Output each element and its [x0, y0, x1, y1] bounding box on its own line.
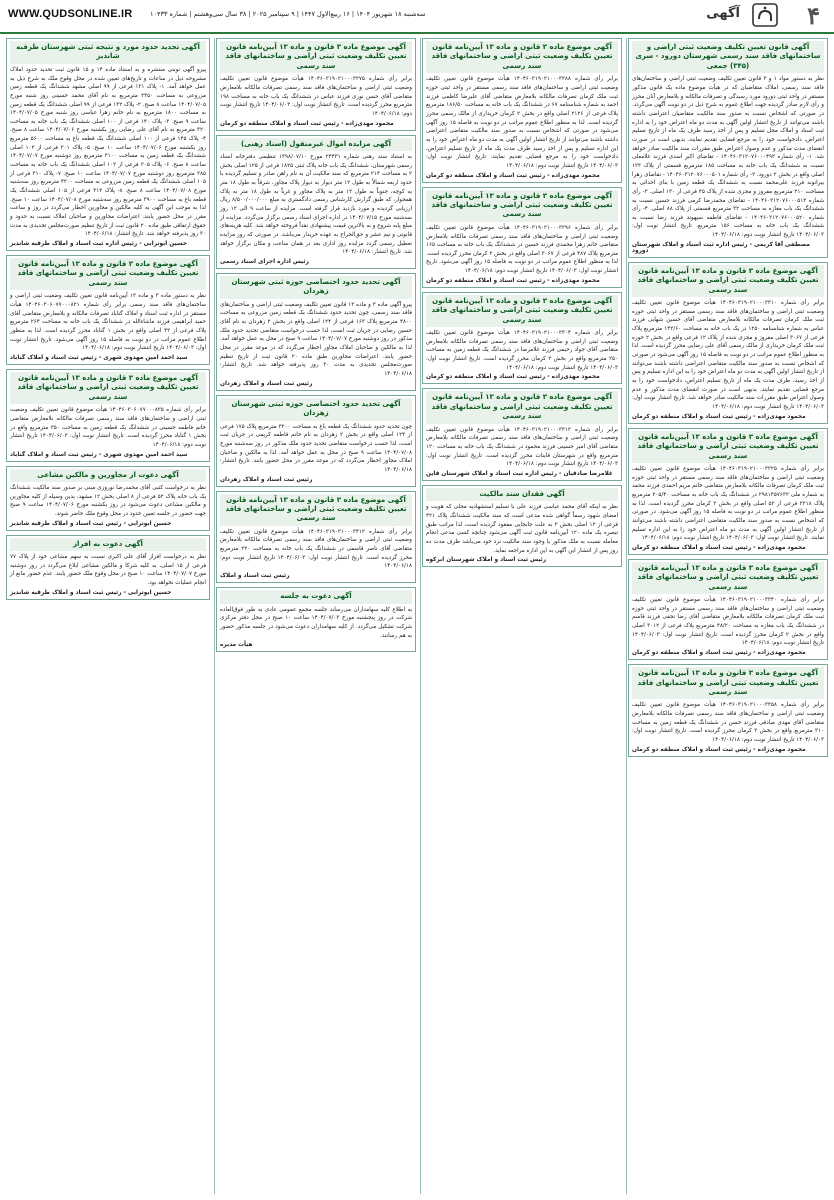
column-4: [6, 38, 210, 1194]
issue-dateline: سه‌شنبه ۱۸ شهریور ۱۴۰۴ | ۱۶ ربیع‌الاول ۱۴۴۷ | ۹ سپتامبر ۲۰۲۵ | ۳۸ سال سی‌وهشتم | شماره ۱۰۴۳۳: [150, 10, 426, 18]
notice-title: آگهی موضوع ماده ۳ قانون و ماده ۱۳ آیین‌نامه قانون تعیین تکلیف وضعیت ثبتی اراضی و ساختمانهای فاقد سند رسمی: [632, 431, 824, 463]
notice-title: آگهی موضوع ماده ۳ قانون و ماده ۱۳ آیین‌نامه قانون تعیین تکلیف وضعیت ثبتی اراضی و ساختمانهای فاقد سند رسمی: [10, 372, 206, 404]
notice-body: برابر رأی شماره ۱۴۰۴۶۰۳۱۹۰۲۱۰۰۰۳۳۰۴ هیأت موضوع قانون تعیین تکلیف وضعیت ثبتی اراضی و ساختمان‌های فاقد سند رسمی تصرفات مالکانه بلامعارض متقاضی آقای جواد رحیمی فرزند غلامرضا در ششدانگ یک قطعه زمین به مساحت ۲۵۰ مترمربع واقع در بخش ۲ کرمان محرز گردیده است. تاریخ انتشار نوبت اول: ۱۴۰۴/۰۶/۰۳ تاریخ انتشار نوبت دوم: ۱۴۰۴/۰۶/۱۸: [426, 330, 618, 371]
legal-notice: [216, 395, 416, 487]
notice-body: پیرو آگهی ماده ۳ و ماده ۱۳ قانون تعیین تکلیف وضعیت ثبتی اراضی و ساختمان‌های فاقد سند رسمی، چون تحدید حدود ششدانگ یک قطعه زمین مزروعی به مساحت ۴۸۰۰ مترمربع پلاک ۱۶۳ فرعی از ۱۲۴ اصلی واقع در بخش ۲ زهردان به نام آقای حسین رضایی در جریان ثبت است، لذا حسب درخواست متقاضی تحدید حدود ملک مذکور در روز دوشنبه مورخ ۱۴۰۴/۰۷/۰۷ ساعت ۹ صبح در محل به عمل خواهد آمد. لذا به مالکین و صاحبان املاک مجاور اخطار می‌گردد که در موعد مقرر در محل حضور یابند. اعتراضات مجاورین طبق ماده ۲۰ قانون ثبت از تاریخ تنظیم صورت‌مجلس تحدیدی به مدت ۳۰ روز پذیرفته خواهد شد. تاریخ انتشار: ۱۴۰۴/۰۶/۱۸: [220, 301, 413, 378]
notice-body: نظر به دستور ماده ۳ و ماده ۱۳ آیین‌نامه قانون تعیین تکلیف وضعیت ثبتی اراضی و ساختمان‌های فاقد سند رسمی برابر رأی شماره ۱۴۰۴۶۰۳۰۶۰۷۷۰۰۰۸۲۱ هیأت مستقر در اداره ثبت اسناد و املاک گناباد تصرفات مالکانه و بلامعارض متقاضی آقای حمید ابراهیمی فرزند ماشاءالله در ششدانگ یک باب خانه به مساحت ۲۶۴ مترمربع پلاک فرعی از ۴۳ اصلی واقع در بخش ۱ گناباد محرز گردیده است. لذا به منظور اطلاع عموم مراتب در دو نوبت به فاصله ۱۵ روز آگهی می‌شود. تاریخ انتشار نوبت اول: ۱۴۰۴/۰۶/۰۳ تاریخ انتشار نوبت دوم: ۱۴۰۴/۰۶/۱۸: [10, 293, 207, 352]
notice-signature: حسین ابوترابی - رئیس اداره ثبت اسناد و املاک طرقبه شاندیز: [10, 241, 187, 247]
notice-body: برابر رأی شماره ۱۴۰۴۶۰۳۱۹۰۲۱۰۰۰۳۳۱۲ هیأت موضوع قانون تعیین تکلیف وضعیت ثبتی اراضی و ساختمان‌های فاقد سند رسمی تصرفات مالکانه بلامعارض متقاضی آقای امیر حسینی فرزند محمود در ششدانگ یک باب خانه به مساحت ۱۲۰ مترمربع واقع در شهرستان قاینات محرز گردیده است. تاریخ انتشار نوبت اول: ۱۴۰۴/۰۶/۰۳ تاریخ انتشار نوبت دوم: ۱۴۰۴/۰۶/۱۸: [426, 426, 618, 468]
notice-signature: هیأت مدیره: [220, 642, 253, 649]
notice-signature: محمود مهدی‌زاده - رئیس ثبت اسناد و املاک منطقه دو کرمان: [632, 413, 806, 420]
legal-notice: [422, 38, 622, 183]
ad-columns: [6, 38, 828, 1194]
notice-body: برابر رأی شماره ۱۴۰۴۶۰۳۱۹۰۲۱۰۰۰۳۳۵۸ هیأت موضوع قانون تعیین تکلیف وضعیت ثبتی اراضی و ساختمان‌های فاقد سند رسمی تصرفات مالکانه بلامعارض متقاضی آقای مهدی صادقی فرزند حسن در ششدانگ یک قطعه زمین به مساحت ۳۱۰ مترمربع واقع در بخش ۳ کرمان محرز گردیده است. تاریخ انتشار نوبت اول: ۱۴۰۴/۰۶/۰۳ تاریخ انتشار نوبت دوم: ۱۴۰۴/۰۶/۱۸: [632, 702, 824, 744]
legal-notice: [6, 255, 210, 365]
legal-notice: [422, 292, 622, 385]
notice-body: نظر به دستور مواد ۱ و ۳ قانون تعیین تکلیف وضعیت ثبتی اراضی و ساختمان‌های فاقد سند رسمی، املاک متقاضیان که در هیأت موضوع ماده یک قانون مذکور مستقر در واحد ثبتی دورود مورد رسیدگی و تصرفات مالکانه و بلامعارض آنان محرز و رأی لازم صادر گردیده جهت اطلاع عموم به شرح ذیل در دو نوبت آگهی می‌گردد. در صورتی که اشخاص نسبت به صدور سند مالکیت متقاضیان اعتراضی داشته باشند می‌توانند از تاریخ انتشار اولین آگهی به مدت دو ماه اعتراض خود را به اداره ثبت اسناد و املاک محل تسلیم و پس از اخذ رسید ظرف یک ماه از تاریخ تسلیم اعتراض، دادخواست خود را به مرجع قضایی تقدیم نمایند. بدیهی است در صورت انقضای مدت مذکور و عدم وصول اعتراض طبق مقررات سند مالکیت صادر خواهد شد. ۱- رأی شماره ۱۴۰۴۶۰۳۱۲۰۷۶۰۰۰۴۹۳ - تقاضای اکبر اسدی فرزند غلامعلی نسبت به ششدانگ یک باب خانه به مساحت ۱۸۵ مترمربع قسمتی از پلاک ۱۲۳ اصلی واقع در بخش ۲ دورود. ۲- رأی شماره ۱۴۰۴۶۰۳۱۲۰۷۶۰۰۰۵۰۱ - تقاضای زهرا بیرانوند فرزند علی‌محمد نسبت به ششدانگ یک قطعه زمین با بنای احداثی به مساحت ۲۱۰ مترمربع مفروز و مجزی شده از پلاک ۴۵ فرعی از ۱۳۰ اصلی. ۳- رأی شماره ۱۴۰۴۶۰۳۱۲۰۷۶۰۰۰۵۱۲ - تقاضای محمدرضا کرمی فرزند حسین نسبت به ششدانگ یک باب مغازه به مساحت ۳۲ مترمربع قسمتی از پلاک ۸۸ اصلی. ۴- رأی شماره ۱۴۰۴۶۰۳۱۲۰۷۶۰۰۰۵۲۰ - تقاضای فاطمه سپهوند فرزند رضا نسبت به ششدانگ یک باب خانه به مساحت ۱۵۶ مترمربع. تاریخ انتشار نوبت اول: ۱۴۰۴/۰۶/۰۳ تاریخ انتشار نوبت دوم: ۱۴۰۴/۰۶/۱۸: [632, 76, 825, 239]
notice-body: برابر رأی شماره ۱۴۰۴۶۰۳۱۹۰۲۱۰۰۰۳۳۴۰ هیأت موضوع قانون تعیین تکلیف وضعیت ثبتی اراضی و ساختمان‌های فاقد سند رسمی مستقر در واحد ثبتی حوزه ثبت ملک کرمان تصرفات مالکانه بلامعارض متقاضی آقای رضا نجفی فرزند قاسم در ششدانگ یک باب مغازه به مساحت ۴۸/۲۰ مترمربع پلاک فرعی از ۳۰۱۲ اصلی واقع در بخش ۲ کرمان محرز گردیده است. تاریخ انتشار نوبت اول: ۱۴۰۴/۰۶/۰۳ تاریخ انتشار نوبت دوم: ۱۴۰۴/۰۶/۱۸: [632, 597, 824, 647]
notice-body: برابر رأی شماره ۱۴۰۴۶۰۳۱۹۰۲۱۰۰۰۳۴۱۲ هیأت موضوع قانون تعیین تکلیف وضعیت ثبتی اراضی و ساختمان‌های فاقد سند رسمی تصرفات مالکانه بلامعارض متقاضی آقای ناصر قاسمی در ششدانگ یک باب خانه به مساحت ۲۲۰ مترمربع محرز گردیده است. تاریخ انتشار نوبت اول: ۱۴۰۴/۰۶/۰۳ تاریخ انتشار نوبت دوم: ۱۴۰۴/۰۶/۱۸: [220, 528, 412, 570]
legal-notice: [216, 135, 416, 269]
notice-title: آگهی دعوت به جلسه: [220, 590, 412, 603]
notice-body: چون تحدید حدود ششدانگ یک قطعه باغ به مساحت ۳۲۰۰ مترمربع پلاک ۱۷۵ فرعی از ۱۲۴ اصلی واقع در بخش ۲ زهردان به نام خانم فاطمه کریمی در جریان ثبت است، لذا حسب درخواست متقاضی تحدید حدود ملک مذکور در روز سه‌شنبه مورخ ۱۴۰۴/۰۷/۰۸ ساعت ۹ صبح در محل به عمل خواهد آمد. لذا به مالکین و صاحبان املاک مجاور اخطار می‌گردد که در موعد مقرر در محل حضور یابند. تاریخ انتشار: ۱۴۰۴/۰۶/۱۸: [220, 423, 412, 473]
notice-signature: سید احمد امین مهدوی شهری - رئیس ثبت اسناد و املاک گناباد: [10, 354, 188, 361]
notice-signature: محمود مهدی‌زاده - رئیس ثبت اسناد و املاک منطقه دو کرمان: [632, 650, 806, 657]
notice-body: برابر رأی شماره ۱۴۰۴۶۰۳۱۹۰۲۱۰۰۰۳۲۹۶ هیأت موضوع قانون تعیین تکلیف وضعیت ثبتی اراضی و ساختمان‌های فاقد سند رسمی تصرفات مالکانه بلامعارض متقاضی خانم زهرا محمدی فرزند حسین در ششدانگ یک باب خانه به مساحت ۱۶۵ مترمربع پلاک ۴۸۷ فرعی از ۳۰۶۷ اصلی واقع در بخش ۲ کرمان محرز گردیده است. لذا به منظور اطلاع عموم مراتب در دو نوبت به فاصله ۱۵ روز آگهی می‌شود. تاریخ انتشار نوبت اول: ۱۴۰۴/۰۶/۰۳ تاریخ انتشار نوبت دوم: ۱۴۰۴/۰۶/۱۸: [426, 224, 619, 275]
legal-notice: [628, 664, 828, 757]
legal-notice: [628, 262, 828, 424]
notice-signature: محمود مهدی‌زاده - رئیس ثبت اسناد و املاک منطقه دو کرمان: [632, 544, 806, 551]
notice-body: نظر به درخواست کتبی آقای محمدرضا نوروزی مبنی بر صدور سند مالکیت ششدانگ یک باب خانه پلاک ۵۲ فرعی از ۸ اصلی بخش ۱۲ مشهد، بدین وسیله از کلیه مجاورین و مالکین مشاعی دعوت می‌شود در روز یکشنبه مورخ ۱۴۰۴/۰۷/۰۶ ساعت ۹ صبح جهت حضور در جلسه تعیین حدود در محل وقوع ملک حاضر شوند.: [10, 484, 207, 517]
notice-title: آگهی موضوع ماده ۳ قانون و ماده ۱۳ آیین‌نامه قانون تعیین تکلیف وضعیت ثبتی اراضی و ساختمانهای فاقد سند رسمی: [426, 41, 618, 73]
notice-signature: رئیس ثبت اسناد و املاک زهردان: [220, 476, 313, 483]
legal-notice: [422, 388, 622, 481]
notice-title: آگهی موضوع ماده ۳ قانون و ماده ۱۳ آیین‌نامه قانون تعیین تکلیف وضعیت ثبتی اراضی و ساختمانهای فاقد سند رسمی: [426, 391, 618, 423]
notice-title: آگهی دعوت از مجاورین و مالکین مشاعی: [10, 469, 206, 482]
newspaper-logo-icon: [752, 3, 778, 27]
notice-signature: محمود مهدی‌زاده - رئیس ثبت اسناد و املاک منطقه دو کرمان: [426, 172, 600, 179]
notice-body: نظر به اینکه آقای محمد عباسی فرزند علی با تسلیم استشهادیه محلی که هویت و امضای شهود رسماً گواهی شده مدعی است که سند مالکیت ششدانگ پلاک ۴۲۱ فرعی از ۱۲ اصلی بخش ۳ به علت جابجایی مفقود گردیده است، لذا مراتب طبق تبصره یک ماده ۱۲۰ آیین‌نامه قانون ثبت آگهی می‌شود چنانچه کسی مدعی انجام معامله نسبت به ملک مذکور یا وجود سند مالکیت نزد خود می‌باشد ظرف مدت ده روز پس از انتشار این آگهی به این اداره مراجعه نماید.: [426, 504, 619, 554]
notice-body: برابر رأی شماره ۱۴۰۴۶۰۳۱۹۰۲۱۰۰۰۳۳۱۰ هیأت موضوع قانون تعیین تکلیف وضعیت ثبتی اراضی و ساختمان‌های فاقد سند رسمی مستقر در واحد ثبتی حوزه ثبت ملک کرمان تصرفات مالکانه بلامعارض متقاضی آقای حسین شهابی فرزند عباس به شماره شناسنامه ۱۲۵۰ در یک باب خانه به مساحت ۱۴۲/۶۰ مترمربع پلاک فرعی از ۳۰۶۷ اصلی مفروز و مجزی شده از پلاک ۱۲ فرعی واقع در بخش ۲ حوزه ثبت ملک کرمان خریداری از مالک رسمی آقای علی رضایی محرز گردیده است. لذا به منظور اطلاع عموم مراتب در دو نوبت به فاصله ۱۵ روز آگهی می‌شود در صورتی که اشخاص نسبت به صدور سند مالکیت متقاضی اعتراضی داشته باشند می‌توانند از تاریخ انتشار اولین آگهی به مدت دو ماه اعتراض خود را به این اداره تسلیم و پس از اخذ رسید، ظرف مدت یک ماه از تاریخ تسلیم اعتراض، دادخواست خود را به مرجع قضایی تقدیم نمایند. بدیهی است در صورت انقضای مدت مذکور و عدم وصول اعتراض طبق مقررات سند مالکیت صادر خواهد شد. تاریخ انتشار نوبت اول: ۱۴۰۴/۰۶/۰۳ تاریخ انتشار نوبت دوم: ۱۴۰۴/۰۶/۱۸: [632, 300, 824, 410]
notice-title: آگهی فقدان سند مالکیت: [426, 488, 618, 501]
notice-signature: حسین ابوترابی - رئیس ثبت اسناد و املاک طرقبه شاندیز: [10, 520, 172, 527]
notice-body: برابر رأی شماره ۱۴۰۴۶۰۳۱۹۰۲۱۰۰۰۳۳۲۵ هیأت موضوع قانون تعیین تکلیف وضعیت ثبتی اراضی و ساختمان‌های فاقد سند رسمی مستقر در واحد ثبتی حوزه ثبت ملک کرمان تصرفات مالکانه بلامعارض متقاضی خانم مریم احمدی فرزند محمد به شماره ملی ۲۹۸۱۴۵۷۶۳۲ در ششدانگ یک باب خانه به مساحت ۲۰۵/۴۰ مترمربع پلاک ۲۲۱۸ فرعی از ۵۲ اصلی واقع در بخش ۲ کرمان محرز گردیده است. لذا به منظور اطلاع عموم مراتب در دو نوبت به فاصله ۱۵ روز آگهی می‌شود. در صورتی که اشخاص نسبت به صدور سند مالکیت متقاضی اعتراضی داشته باشند می‌توانند از تاریخ انتشار اولین آگهی به مدت دو ماه اعتراض خود را به این اداره تسلیم نمایند. تاریخ انتشار نوبت اول: ۱۴۰۴/۰۶/۰۳ تاریخ انتشار نوبت دوم: ۱۴۰۴/۰۶/۱۸: [632, 465, 824, 542]
legal-notice: [6, 535, 210, 600]
legal-notice: [6, 38, 210, 251]
notice-signature: رئیس اداره اجرای اسناد رسمی: [220, 258, 309, 265]
notice-body: به اطلاع کلیه سهامداران می‌رساند جلسه مجمع عمومی عادی به طور فوق‌العاده شرکت در روز پنجشنبه مورخ ۱۴۰۴/۰۷/۰۳ ساعت ۱۰ صبح در محل دفتر مرکزی شرکت تشکیل می‌گردد. از کلیه سهامداران دعوت می‌شود در جلسه مذکور حضور به هم رسانند.: [220, 606, 413, 639]
legal-notice: [628, 559, 828, 660]
column-1: [628, 38, 828, 1194]
legal-notice: [216, 491, 416, 584]
notice-body: برابر رأی شماره ۱۴۰۴۶۰۳۰۶۰۷۷۰۰۰۸۳۵ هیأت موضوع قانون تعیین تکلیف وضعیت ثبتی اراضی و ساختمان‌های فاقد سند رسمی تصرفات مالکانه بلامعارض متقاضی خانم فاطمه حسینی در ششدانگ یک قطعه زمین به مساحت ۳۵۰ مترمربع واقع در بخش ۱ گناباد محرز گردیده است. تاریخ انتشار نوبت اول: ۱۴۰۴/۰۶/۰۳ تاریخ انتشار نوبت دوم: ۱۴۰۴/۰۶/۱۸: [10, 407, 207, 448]
site-url[interactable]: WWW.QUDSONLINE.IR: [8, 8, 133, 20]
notice-title: آگهی موضوع ماده ۳ قانون و ماده ۱۳ آیین‌نامه قانون تعیین تکلیف وضعیت ثبتی اراضی و ساختمانهای فاقد سند رسمی: [10, 258, 206, 290]
section-title: آگهی: [706, 6, 740, 21]
notice-signature: رئیس ثبت اسناد و املاک زهردان: [220, 380, 313, 387]
notice-body: برابر رأی شماره ۱۴۰۴۶۰۳۱۹۰۲۱۰۰۰۳۲۸۸ هیأت موضوع قانون تعیین تکلیف وضعیت ثبتی اراضی و ساختمان‌های فاقد سند رسمی مستقر در واحد ثبتی حوزه ثبت ملک کرمان تصرفات مالکانه بلامعارض متقاضی آقای علیرضا کاظمی فرزند احمد به شماره شناسنامه ۶۷ در ششدانگ یک باب خانه به مساحت ۱۸۶/۵۰ مترمربع پلاک فرعی از ۲۱۲۶ اصلی واقع در بخش ۲ کرمان خریداری از مالک رسمی محرز گردیده است. لذا به منظور اطلاع عموم مراتب در دو نوبت به فاصله ۱۵ روز آگهی می‌شود در صورتی که اشخاص نسبت به صدور سند مالکیت متقاضی اعتراضی داشته باشند می‌توانند از تاریخ انتشار اولین آگهی به مدت دو ماه اعتراض خود را به این اداره تسلیم و پس از اخذ رسید ظرف مدت یک ماه از تاریخ تسلیم اعتراض، دادخواست خود را به مرجع قضایی تقدیم نمایند. تاریخ انتشار نوبت اول: ۱۴۰۴/۰۶/۰۳ تاریخ انتشار نوبت دوم: ۱۴۰۴/۰۶/۱۸: [426, 76, 618, 169]
notice-title: آگهی موضوع ماده ۳ قانون و ماده ۱۳ آیین‌نامه قانون تعیین تکلیف وضعیت ثبتی اراضی و ساختمانهای فاقد سند رسمی: [632, 667, 824, 699]
page-number: ۴: [807, 1, 820, 30]
page-header: [0, 0, 834, 34]
notice-title: آگهی موضوع ماده ۳ قانون و ماده ۱۳ آیین‌نامه قانون تعیین تکلیف وضعیت ثبتی اراضی و ساختمانهای فاقد سند رسمی: [426, 190, 618, 222]
notice-title: آگهی موضوع ماده ۳ قانون و ماده ۱۳ آیین‌نامه قانون تعیین تکلیف وضعیت ثبتی اراضی و ساختمانهای فاقد سند رسمی: [220, 494, 412, 526]
legal-notice: [628, 428, 828, 555]
notice-title: آگهی موضوع ماده ۳ قانون و ماده ۱۳ آیین‌نامه قانون تعیین تکلیف وضعیت ثبتی اراضی و ساختمانهای فاقد سند رسمی: [426, 295, 618, 327]
legal-notice: [628, 38, 828, 258]
column-3: [216, 38, 416, 1194]
notice-title: آگهی تجدید حدود مورد و نتیجه ثبتی شهرستان طرقبه شاندیز: [10, 41, 206, 64]
notice-title: آگهی تحدید حدود اختصاصی حوزه ثبتی شهرستان زهردان: [220, 276, 412, 299]
notice-body: پیرو آگهی نوبتی منتشره و به استناد ماده ۱۴ و ۱۵ قانون ثبت تحدید حدود املاک مشروحه ذیل در ساعات و تاریخ‌های تعیین شده در محل وقوع ملک به شرح ذیل به عمل خواهد آمد. ۱- پلاک ۱۳۱ فرعی از ۹۹ اصلی مشهد ششدانگ یک قطعه زمین مزروعی به مساحت ۲۴۵۰ مترمربع به نام آقای محمد حسینی روز شنبه مورخ ۱۴۰۴/۰۷/۰۵ ساعت ۸ صبح. ۲- پلاک ۱۳۲ فرعی از ۹۹ اصلی ششدانگ یک قطعه زمین به مساحت ۱۸۰۰ مترمربع به نام خانم زهرا عباسی روز شنبه مورخ ۱۴۰۴/۰۷/۰۵ ساعت ۹ صبح. ۳- پلاک ۱۴۰ فرعی از ۱۰۰ اصلی ششدانگ یک باب خانه به مساحت ۳۲۰ مترمربع به نام آقای علی رضایی روز یکشنبه مورخ ۱۴۰۴/۰۷/۰۶ ساعت ۸ صبح. ۴- پلاک ۱۴۵ فرعی از ۱۰۰ اصلی ششدانگ یک قطعه باغ به مساحت ۵۶۰۰ مترمربع روز یکشنبه مورخ ۱۴۰۴/۰۷/۰۶ ساعت ۱۰ صبح. ۵- پلاک ۲۰۱ فرعی از ۱۰۲ اصلی ششدانگ یک قطعه زمین به مساحت ۲۱۰۰ مترمربع روز دوشنبه مورخ ۱۴۰۴/۰۷/۰۷ ساعت ۸ صبح. ۶- پلاک ۲۰۵ فرعی از ۱۰۲ اصلی ششدانگ یک باب خانه به مساحت ۲۸۵ مترمربع روز دوشنبه مورخ ۱۴۰۴/۰۷/۰۷ ساعت ۱۰ صبح. ۷- پلاک ۳۱۰ فرعی از ۱۰۵ اصلی ششدانگ یک قطعه زمین مزروعی به مساحت ۴۲۰۰ مترمربع روز سه‌شنبه مورخ ۱۴۰۴/۰۷/۰۸ ساعت ۸ صبح. ۸- پلاک ۳۱۲ فرعی از ۱۰۵ اصلی ششدانگ یک قطعه باغ به مساحت ۳۹۰۰ مترمربع روز سه‌شنبه مورخ ۱۴۰۴/۰۷/۰۸ ساعت ۱۰ صبح. لذا به موجب این آگهی به کلیه مالکین و مجاورین اخطار می‌گردد در روز و ساعت مقرر در محل حضور یابند. اعتراضات مجاورین و صاحبان املاک نسبت به حدود و حقوق ارتفاقی طبق ماده ۲۰ قانون ثبت از تاریخ تنظیم صورت‌مجلس تحدیدی به مدت ۳۰ روز پذیرفته خواهد شد. تاریخ انتشار: ۱۴۰۴/۰۶/۱۸: [10, 66, 207, 238]
legal-notice: [6, 369, 210, 462]
notice-signature: محمود مهدی‌زاده - رئیس ثبت اسناد و املاک منطقه دو کرمان: [220, 120, 394, 127]
legal-notice: [422, 187, 622, 288]
notice-signature: حسین ابوترابی - رئیس ثبت اسناد و املاک طرقبه شاندیز: [10, 589, 172, 596]
notice-signature: مصطفی آقا کریمی - رئیس اداره ثبت اسناد و املاک شهرستان دورود: [632, 241, 810, 254]
notice-title: آگهی موضوع ماده ۳ قانون و ماده ۱۳ آیین‌نامه قانون تعیین تکلیف وضعیت ثبتی اراضی و ساختمانهای فاقد سند رسمی: [220, 41, 412, 73]
notice-signature: رئیس ثبت اسناد و املاک شهرستان ابرکوه: [426, 557, 547, 564]
notice-body: نظر به درخواست افراز آقای علی اکبری نسبت به سهم مشاعی خود از پلاک ۷۷ فرعی از ۱۵ اصلی، به کلیه شرکا و مالکین مشاعی ابلاغ می‌گردد در روز دوشنبه مورخ ۱۴۰۴/۰۷/۰۷ ساعت ۱۰ صبح در محل وقوع ملک حضور یابند. عدم حضور مانع از انجام عملیات نخواهد بود.: [10, 554, 207, 586]
legal-notice: [216, 273, 416, 391]
legal-notice: [422, 485, 622, 567]
notice-signature: سید احمد امین مهدوی شهری - رئیس ثبت اسناد و املاک گناباد: [10, 451, 188, 458]
notice-signature: غلامرضا صادقیان - رئیس اداره ثبت اسناد و املاک شهرستان قاین: [426, 470, 613, 477]
legal-notice: [6, 466, 210, 531]
notice-body: برابر رأی شماره ۱۴۰۴۶۰۳۱۹۰۲۱۰۰۰۳۲۷۵ هیأت موضوع قانون تعیین تکلیف وضعیت ثبتی اراضی و ساختمان‌های فاقد سند رسمی تصرفات مالکانه بلامعارض متقاضی آقای حسن نوری فرزند عباس در ششدانگ یک باب خانه به مساحت ۱۹۸ مترمربع محرز گردیده است. تاریخ انتشار نوبت اول: ۱۴۰۴/۰۶/۰۳ تاریخ انتشار نوبت دوم: ۱۴۰۴/۰۶/۱۸: [220, 76, 413, 117]
notice-title: آگهی موضوع ماده ۳ قانون و ماده ۱۳ آیین‌نامه قانون تعیین تکلیف وضعیت ثبتی اراضی و ساختمانهای فاقد سند رسمی: [632, 562, 824, 594]
notice-title: آگهی تحدید حدود اختصاصی حوزه ثبتی شهرستان زهردان: [220, 398, 412, 421]
legal-notice: [216, 587, 416, 652]
notice-title: آگهی مزایده اموال غیرمنقول (اسناد رهنی): [220, 138, 412, 151]
notice-title: آگهی قانون تعیین تکلیف وضعیت ثبتی اراضی و ساختمانهای فاقد سند رسمی شهرستان دورود - سری (۳۴۵) جمعی: [632, 41, 824, 73]
legal-notice: [216, 38, 416, 131]
notice-title: آگهی دعوت به افراز: [10, 538, 206, 551]
column-2: [422, 38, 622, 1194]
notice-title: آگهی موضوع ماده ۳ قانون و ماده ۱۳ آیین‌نامه قانون تعیین تکلیف وضعیت ثبتی اراضی و ساختمانهای فاقد سند رسمی: [632, 265, 824, 297]
notice-signature: محمود مهدی‌زاده - رئیس ثبت اسناد و املاک منطقه دو کرمان: [426, 374, 600, 381]
notice-signature: محمود مهدی‌زاده - رئیس ثبت اسناد و املاک منطقه دو کرمان: [426, 277, 600, 284]
notice-signature: محمود مهدی‌زاده - رئیس ثبت اسناد و املاک منطقه دو کرمان: [632, 746, 806, 753]
notice-signature: رئیس ثبت اسناد و املاک: [220, 573, 290, 580]
notice-body: به استناد سند رهنی شماره ۲۴۴۳۱ مورخ ۱۳۹۸/۰۷/۱۰ تنظیمی دفترخانه اسناد رسمی شهرستان، ششدانگ یک باب خانه پلاک ثبتی ۱۸۲۵ فرعی از ۱۲۵ اصلی بخش ۲ به مساحت ۲۱۴ مترمربع که سند مالکیت آن به نام راهن صادر و تسلیم گردیده با حدود اربعه شمالاً به طول ۱۲ متر دیوار به دیوار پلاک مجاور، شرقاً به طول ۱۸ متر به کوچه، جنوباً به طول ۱۲ متر به پلاک مجاور و غرباً به طول ۱۸ متر به پلاک همجوار، که طبق گزارش کارشناس رسمی دادگستری به مبلغ ۸/۵۰۰/۰۰۰/۰۰۰ ریال ارزیابی گردیده و مورد بازدید قرار گرفته است. مزایده از ساعت ۹ الی ۱۲ روز سه‌شنبه مورخ ۱۴۰۴/۰۷/۱۵ در اداره اجرای اسناد رسمی برگزار می‌گردد. مزایده از مبلغ پایه شروع و به بالاترین قیمت پیشنهادی نقداً فروخته خواهد شد. کلیه هزینه‌های قانونی و نیم عشر و حق‌الحراج به عهده خریدار می‌باشد. در صورتی که روز مزایده تعطیل رسمی گردد مزایده روز اداری بعد در همان ساعت و مکان برگزار خواهد شد. تاریخ انتشار: ۱۴۰۴/۰۶/۱۸: [220, 154, 413, 256]
